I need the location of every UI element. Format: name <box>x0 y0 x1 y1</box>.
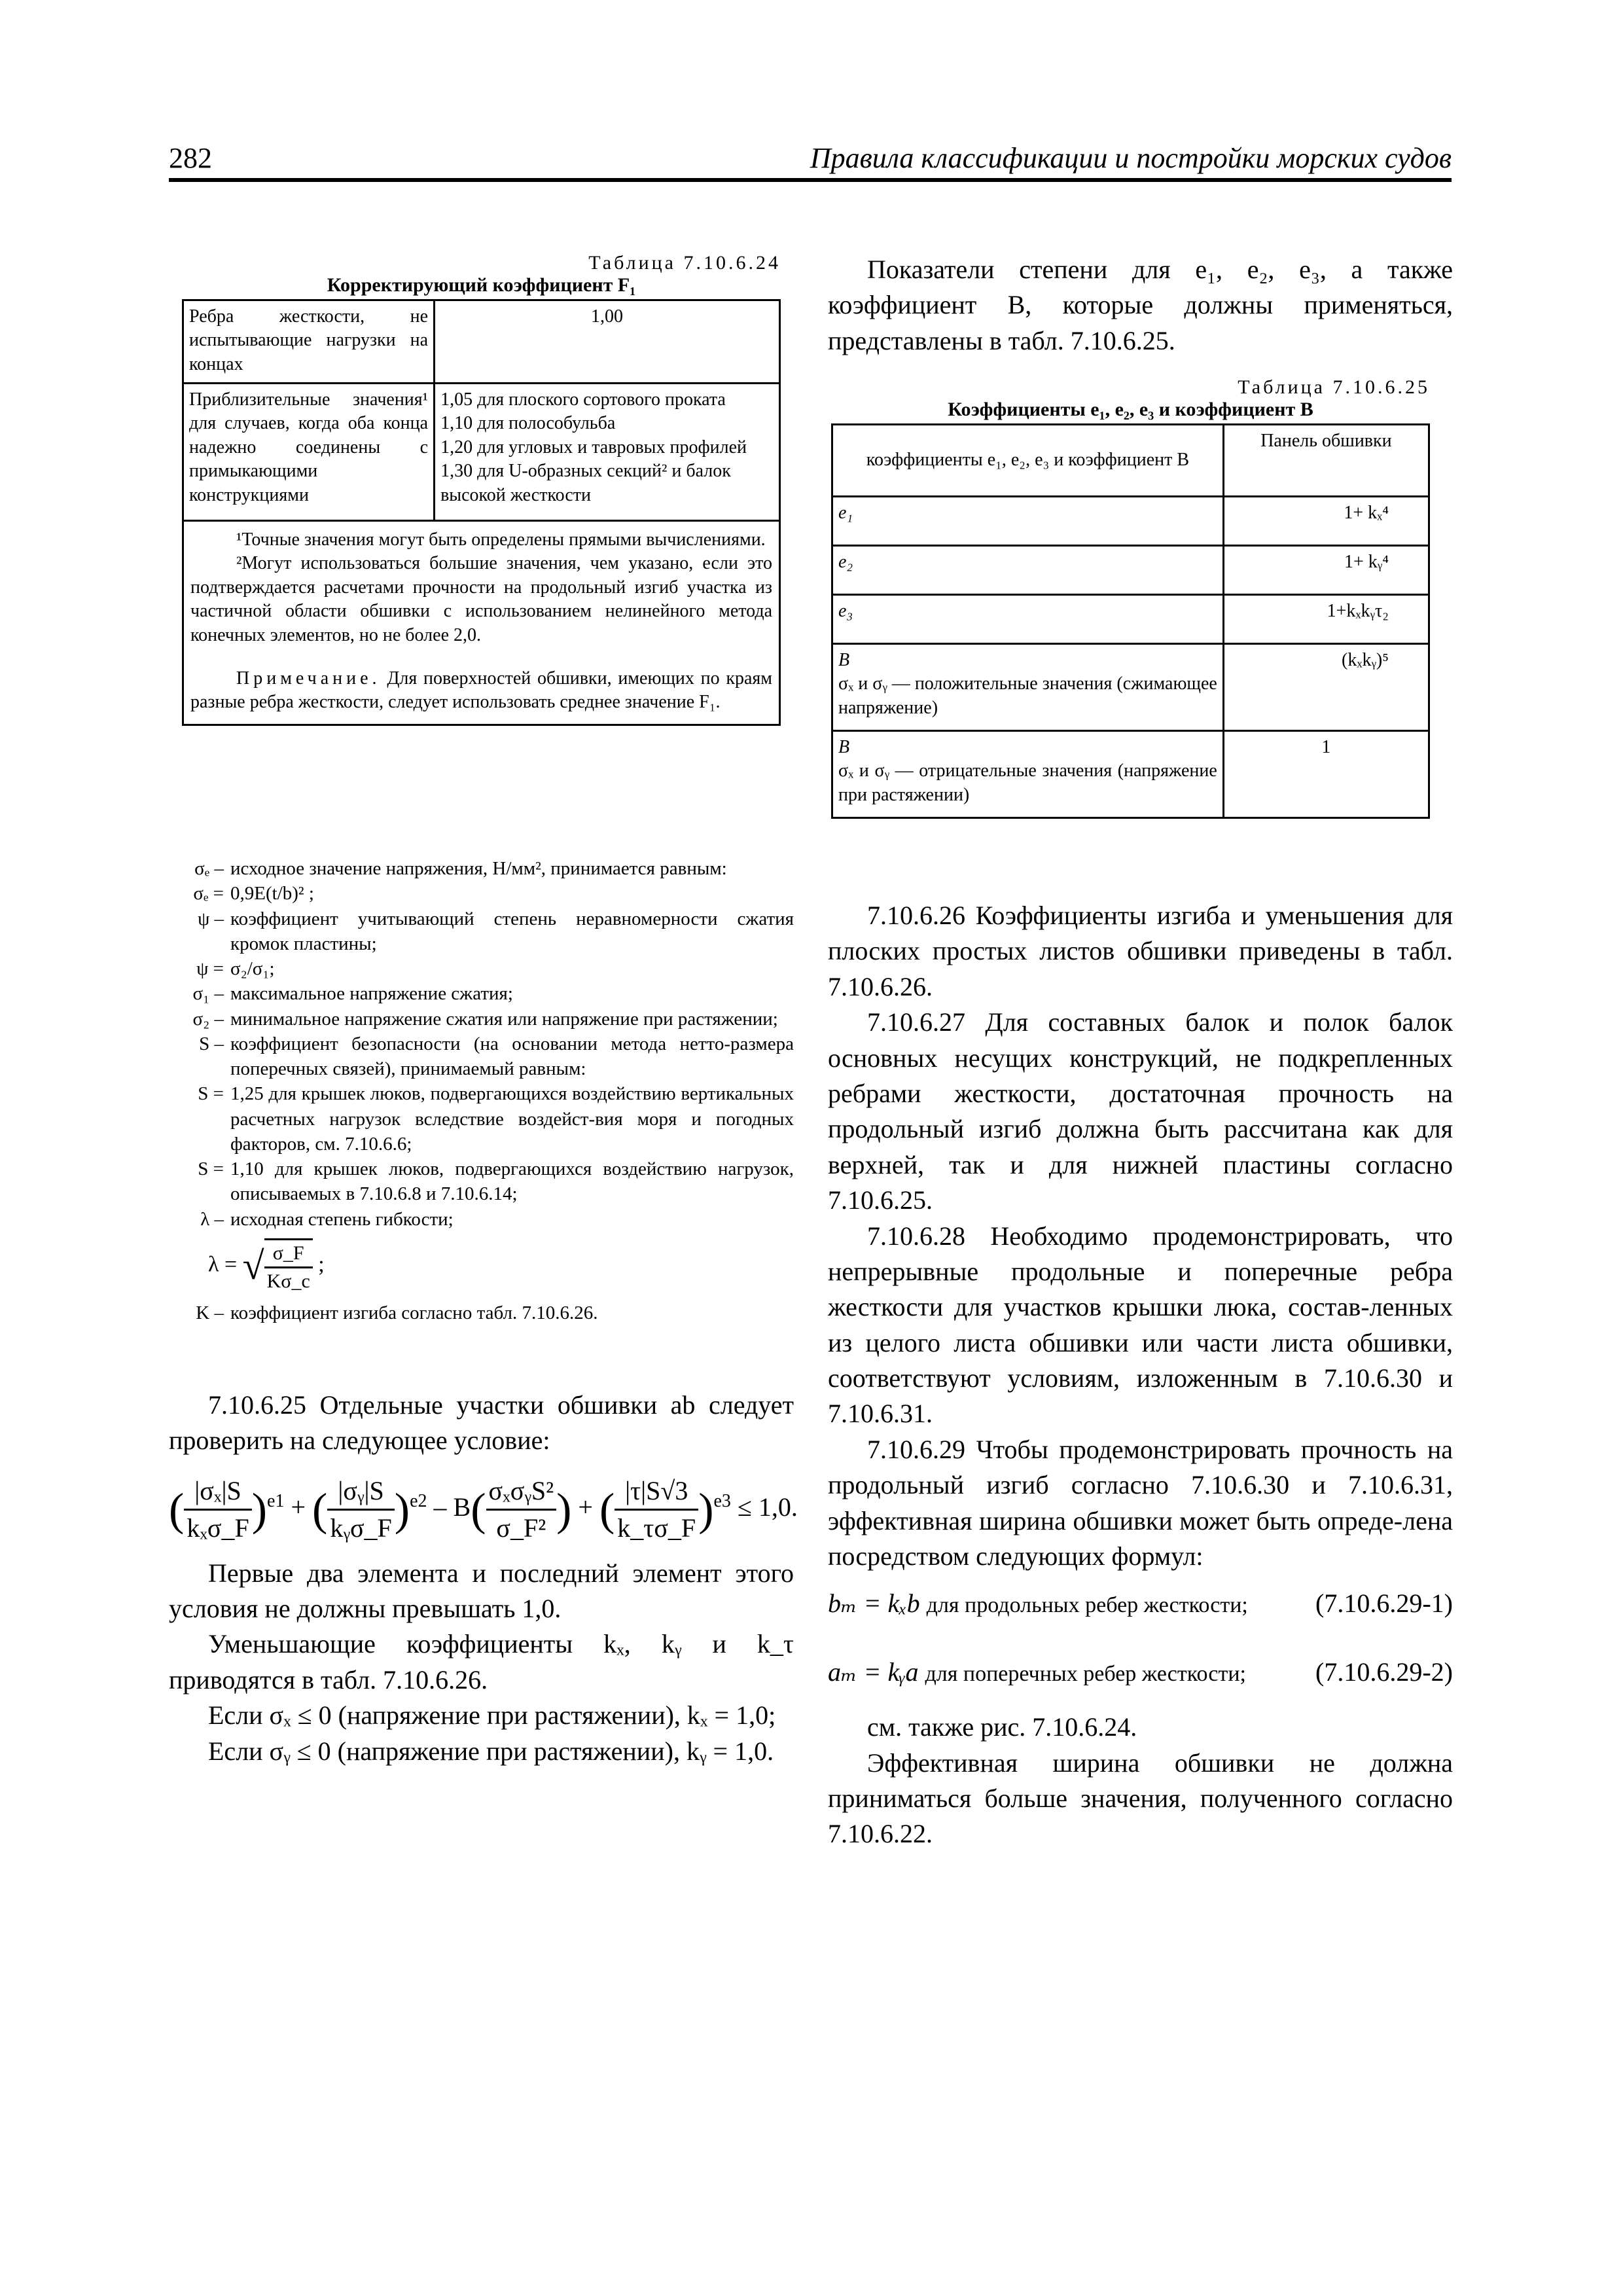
footnote-1: ¹Точные значения могут быть определены прямыми вычислениями. <box>236 529 766 550</box>
paragraph: Показатели степени для e₁, e₂, e₃, а также коэффициент B, которые должны применяться, представлены в табл. 7.10.6.25. <box>828 255 1453 355</box>
table-title: Коэффициенты e₁, e₂, e₃ и коэффициент B <box>948 399 1313 420</box>
table-cell <box>435 384 780 521</box>
paragraph: см. также рис. 7.10.6.24. <box>867 1712 1137 1742</box>
legend-item: S = 1,25 для крышек люков, подвергающихся воздействию вертикальных расчетных нагрузок вследствие воздейст-вия моря и погодных факторов, см. 7.10.6.6; <box>198 1083 794 1155</box>
page-number: 282 <box>169 142 212 174</box>
sqrt-sign: √ <box>242 1244 264 1287</box>
value-line: 1,10 для полособульба <box>440 413 616 434</box>
equation-2: aₘ = kᵧa для поперечных ребер жесткости; (7.10.6.29-2) <box>828 1657 1453 1687</box>
right-intro <box>828 252 1453 359</box>
table-cell: 1+kₓkᵧτ₂ <box>1223 595 1429 644</box>
paragraph: Первые два элемента и последний элемент этого условия не должны превышать 1,0. <box>169 1558 794 1623</box>
table-cell: 1 <box>1223 731 1429 818</box>
paragraph: 7.10.6.27 Для составных балок и полок балок основных несущих конструкций, не подкрепленных ребрами жесткости, достаточная прочность на продольный изгиб должна быть рассчитана как для верхней, так и для нижней пластины согласно 7.10.6.25. <box>828 1007 1453 1215</box>
table-row <box>832 731 1429 818</box>
footnote-2: ²Могут использоваться большие значения, чем указано, если это подтверждается расчетами прочности на продольный изгиб участка из частичной области обшивки с использованием нелинейного метода конечных элементов, но не более 2,0. <box>190 553 772 645</box>
table-25-block <box>831 376 1430 819</box>
table-row <box>832 595 1429 644</box>
legend-item: σ₂ – минимальное напряжение сжатия или напряжение при растяжении; <box>192 1008 778 1030</box>
main-formula: ( $\frac{\text{|σₓ|S}}{\text{kₓσ\_F}}$ )$^{e1}$ + ( $\frac{\text{|σᵧ|S}}{\text{kᵧσ\_F}}$ )$^{e2}$ – B( $\frac{\text{σₓσᵧS²}}{\text{σ\_F²}}$ ) + ( $\frac{|\tau|S√3}{k\_\tau\sigma\_F}$ )$^{e3}$ ≤ 1,0. <box>169 1473 794 1547</box>
equation-1: bₘ = kₓb для продольных ребер жесткости; (7.10.6.29-1) <box>828 1588 1453 1619</box>
table-cell: (kₓkᵧ)⁵ <box>1223 644 1429 731</box>
legend-item: K – коэффициент изгиба согласно табл. 7.10.6.26. <box>196 1302 598 1324</box>
table-cell: B σₓ и σᵧ — положительные значения (сжимающее напряжение) <box>832 644 1224 731</box>
paragraph: 7.10.6.28 Необходимо продемонстрировать, что непрерывные продольные и поперечные ребра жесткости для участков крышки люка, состав-ленных из целого листа обшивки или части листа обшивки, соответствуют условиям, изложенным в 7.10.6.30 и 7.10.6.31. <box>828 1221 1453 1429</box>
column-header: Панель обшивки <box>1223 425 1429 497</box>
paragraph: Эффективная ширина обшивки не должна приниматься больше значения, полученного согласно 7.10.6.22. <box>828 1748 1453 1849</box>
table-25 <box>831 423 1430 819</box>
note-text: Для поверхностей обшивки, имеющих по краям разные ребра жесткости, следует использовать среднее значение F₁. <box>190 668 773 713</box>
value-line: 1,30 для U-образных секций² и балок высокой жесткости <box>440 461 731 505</box>
table-footnotes <box>183 521 780 725</box>
legend-item: σ₁ – максимальное напряжение сжатия; <box>192 983 513 1005</box>
lambda-fraction: $\frac{\sigma\_F}{K\sigma\_c}$ <box>264 1238 313 1294</box>
header-rule <box>169 178 1452 182</box>
table-cell: Приблизительные значения¹ для случаев, когда оба конца надежно соединены с примыкающими конструкциями <box>183 384 435 521</box>
table-row <box>832 546 1429 595</box>
table-title: Корректирующий коэффициент F₁ <box>327 274 636 296</box>
paragraph: Если σᵧ ≤ 0 (напряжение при растяжении), kᵧ = 1,0. <box>208 1736 774 1766</box>
table-row <box>183 300 780 384</box>
table-cell: 1,00 <box>435 300 780 384</box>
table-cell: Ребра жесткости, не испытывающие нагрузки на концах <box>183 300 435 384</box>
legend-item: S – коэффициент безопасности (на основании метода нетто-размера поперечных связей), принимаемый равным: <box>199 1033 794 1080</box>
table-cell: 1+ kₓ⁴ <box>1223 497 1429 546</box>
table-cell: e₁ <box>832 497 1224 546</box>
table-row <box>183 384 780 521</box>
table-row <box>183 521 780 725</box>
table-cell: 1+ kᵧ⁴ <box>1223 546 1429 595</box>
value-line: 1,20 для угловых и тавровых профилей <box>440 437 747 457</box>
paragraph: Если σₓ ≤ 0 (напряжение при растяжении), kₓ = 1,0; <box>208 1700 776 1731</box>
table-note <box>190 667 772 715</box>
value-line: 1,05 для плоского сортового проката <box>440 389 726 410</box>
legend-item: σₑ = 0,9E(t/b)² ; <box>193 883 314 905</box>
left-body <box>169 1388 798 1769</box>
column-header: коэффициенты e₁, e₂, e₃ и коэффициент B <box>832 425 1224 497</box>
paragraph: 7.10.6.29 Чтобы продемонстрировать прочность на продольный изгиб согласно 7.10.6.30 и 7.10.6.31, эффективная ширина обшивки может быть опреде-лена посредством следующих формул: <box>828 1434 1453 1571</box>
table-cell: e₃ <box>832 595 1224 644</box>
legend-item: S = 1,10 для крышек люков, подвергающихся воздействию нагрузок, описываемых в 7.10.6.8 и 7.10.6.14; <box>198 1158 794 1205</box>
symbol-legend <box>169 856 794 1325</box>
lambda-formula: λ = √ $\frac{\sigma\_F}{K\sigma\_c}$ ; <box>208 1238 794 1294</box>
legend-item: σₑ – исходное значение напряжения, Н/мм², принимается равным: <box>194 858 727 879</box>
table-row <box>832 644 1429 731</box>
table-cell: e₂ <box>832 546 1224 595</box>
note-label: Примечание. <box>236 668 381 689</box>
table-row <box>832 497 1429 546</box>
paragraph: 7.10.6.25 Отдельные участки обшивки ab следует проверить на следующее условие: <box>169 1390 794 1456</box>
legend-item: λ – исходная степень гибкости; <box>200 1208 454 1230</box>
table-cell: B σₓ и σᵧ — отрицательные значения (напряжение при растяжении) <box>832 731 1224 818</box>
paragraph: Уменьшающие коэффициенты kₓ, kᵧ и k_τ приводятся в табл. 7.10.6.26. <box>169 1629 794 1695</box>
table-24-block <box>182 252 781 726</box>
table-caption: Таблица 7.10.6.24 <box>588 252 781 274</box>
table-header-row <box>832 425 1429 497</box>
right-body <box>828 898 1453 1852</box>
page-header <box>169 137 1452 179</box>
table-24 <box>182 299 781 726</box>
legend-item: ψ – коэффициент учитывающий степень неравномерности сжатия кромок пластины; <box>198 908 794 954</box>
table-caption: Таблица 7.10.6.25 <box>1238 376 1430 398</box>
paragraph: 7.10.6.26 Коэффициенты изгиба и уменьшения для плоских простых листов обшивки приведены в табл. 7.10.6.26. <box>828 901 1453 1001</box>
running-title: Правила классификации и постройки морских судов <box>810 142 1452 174</box>
legend-item: ψ = σ₂/σ₁; <box>196 958 275 980</box>
